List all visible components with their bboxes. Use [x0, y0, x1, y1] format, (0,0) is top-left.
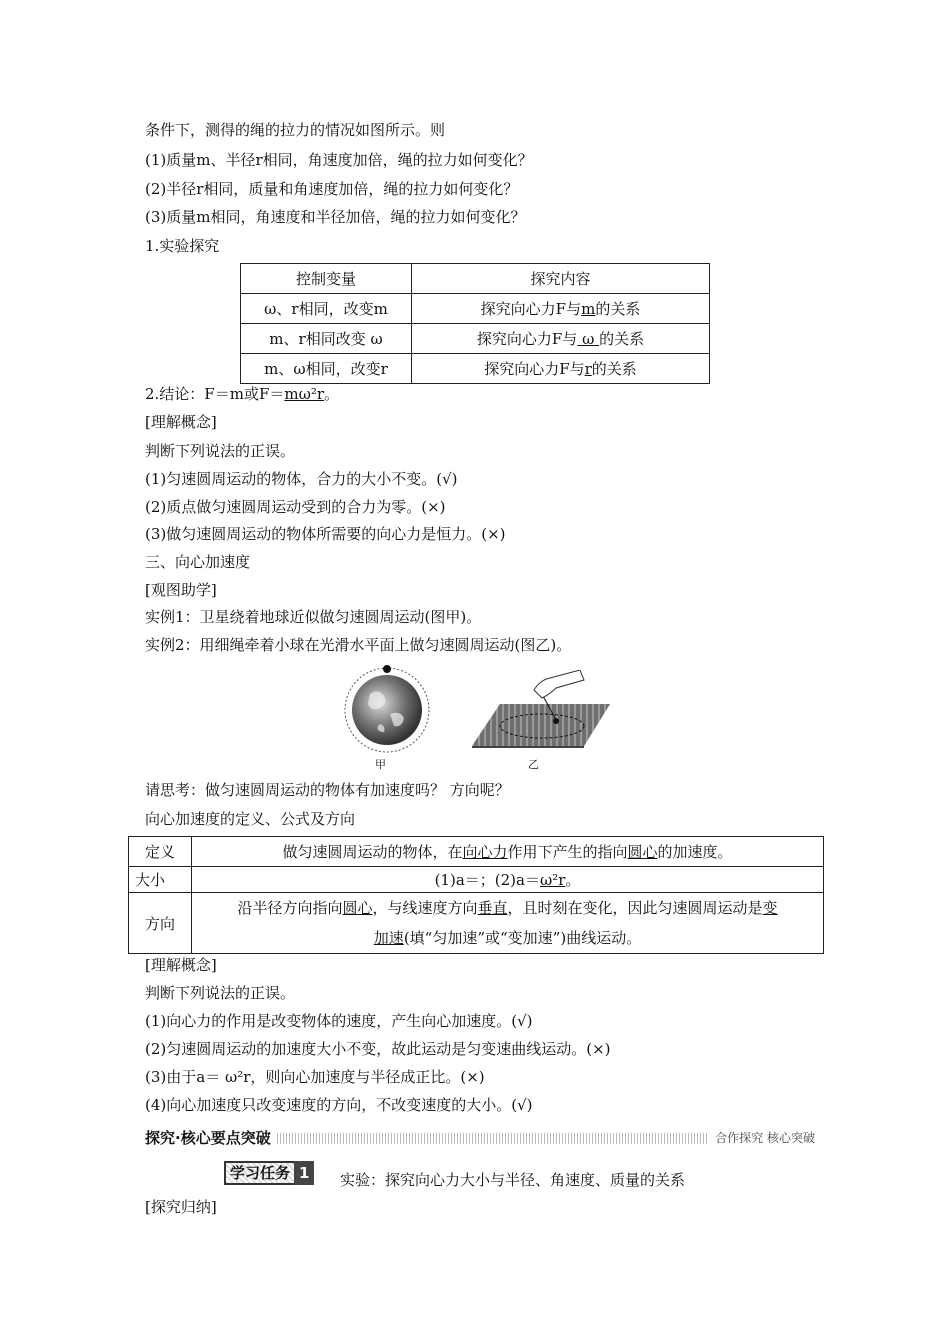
cell-text: 。: [565, 871, 581, 889]
answer-blank: 向心力: [462, 843, 508, 861]
conclusion: [145, 384, 339, 404]
question-3: (3)质量m相同，角速度和半径加倍，绳的拉力如何变化？: [145, 208, 526, 226]
text-line: 判断下列说法的正误。: [145, 442, 296, 460]
answer-blank: m: [581, 300, 596, 318]
answer-blank: 圆心: [627, 843, 658, 861]
answer-blank: r: [584, 360, 592, 378]
direction-cell: [192, 893, 824, 954]
section-bar-title: 探究·核心要点突破: [145, 1128, 277, 1148]
section-bar-right: 合作探究 核心突破: [709, 1128, 815, 1148]
task-badge: [224, 1161, 314, 1185]
task-label: 学习任务: [224, 1161, 294, 1185]
row-label: 定义: [129, 837, 192, 867]
judgement-item: (3)做匀速圆周运动的物体所需要的向心力是恒力。(×): [145, 525, 506, 543]
text-line: 判断下列说法的正误。: [145, 984, 296, 1002]
header-control: 控制变量: [241, 264, 412, 294]
content-text: 探究向心力F与: [476, 330, 578, 348]
cell-text: 的加速度。: [657, 843, 733, 861]
ball-icon: [553, 718, 559, 724]
cell-text: (填“匀加速”或“变加速”)曲线运动。: [403, 929, 642, 947]
acceleration-table: [128, 836, 824, 954]
answer-blank: 变: [762, 899, 778, 917]
judgement-item: (3)由于a＝ ω²r，则向心加速度与半径成正比。(×): [145, 1068, 485, 1086]
direction-line-1: [198, 893, 817, 923]
control-cell: m、r相同改变 ω: [241, 324, 412, 354]
answer-blank: 加速: [373, 929, 404, 947]
satellite-icon: [383, 665, 391, 673]
question-1: (1)质量m、半径r相同，角速度加倍，绳的拉力如何变化？: [145, 151, 533, 169]
earth-satellite-figure: [340, 664, 434, 754]
text-line: 向心加速度的定义、公式及方向: [145, 810, 356, 828]
content-text: 的关系: [595, 300, 641, 318]
content-text: 的关系: [599, 330, 645, 348]
section-heading: 1.实验探究: [145, 237, 220, 255]
content-cell: [412, 294, 710, 324]
cell-text: 沿半径方向指向: [237, 899, 343, 917]
task-number: 1: [294, 1161, 314, 1185]
row-label: 大小: [129, 867, 192, 893]
cell-text: 作用下产生的指向: [507, 843, 628, 861]
section-heading: 三、向心加速度: [145, 553, 251, 571]
figure-caption: 甲: [375, 758, 386, 771]
conclusion-text: 。: [324, 385, 340, 403]
text-line: 条件下，测得的绳的拉力的情况如图所示。则: [145, 121, 446, 139]
content-text: 探究向心力F与: [484, 360, 585, 378]
size-cell: [192, 867, 824, 893]
content-text: 的关系: [591, 360, 637, 378]
definition-cell: [192, 837, 824, 867]
bracket-heading: [探究归纳]: [145, 1198, 217, 1216]
judgement-item: (2)匀速圆周运动的加速度大小不变，故此运动是匀变速曲线运动。(×): [145, 1040, 611, 1058]
figure-caption: 乙: [528, 758, 539, 771]
bracket-heading: [观图助学]: [145, 581, 217, 599]
answer-blank: 圆心: [342, 899, 373, 917]
content-text: 探究向心力F与: [480, 300, 582, 318]
cell-text: ，与线速度方向: [372, 899, 478, 917]
control-cell: ω、r相同，改变m: [241, 294, 412, 324]
direction-line-2: [198, 923, 817, 953]
control-cell: m、ω相同，改变r: [241, 354, 412, 384]
conclusion-text: 2.结论：F＝m或F＝: [145, 385, 285, 403]
ball-rope-figure: [472, 670, 610, 748]
cell-text: ，且时刻在变化，因此匀速圆周运动是: [507, 899, 763, 917]
judgement-item: (4)向心加速度只改变速度的方向，不改变速度的大小。(√): [145, 1096, 533, 1114]
judgement-item: (1)向心力的作用是改变物体的速度，产生向心加速度。(√): [145, 1012, 533, 1030]
answer-blank: ω²r: [539, 871, 566, 889]
content-cell: [412, 324, 710, 354]
section-bar: [145, 1128, 815, 1148]
bracket-heading: [理解概念]: [145, 956, 217, 974]
answer-blank: 垂直: [477, 899, 508, 917]
judgement-item: (2)质点做匀速圆周运动受到的合力为零。(×): [145, 498, 446, 516]
task-title: 实验：探究向心力大小与半径、角速度、质量的关系: [340, 1171, 686, 1189]
hand-icon: [534, 670, 584, 698]
bracket-heading: [理解概念]: [145, 413, 217, 431]
answer-blank: mω²r: [284, 385, 324, 403]
example-2: 实例2：用细绳牵着小球在光滑水平面上做匀速圆周运动(图乙)。: [145, 636, 572, 654]
content-cell: [412, 354, 710, 384]
think-question: 请思考：做匀速圆周运动的物体有加速度吗？ 方向呢？: [145, 781, 510, 799]
example-1: 实例1：卫星绕着地球近似做匀速圆周运动(图甲)。: [145, 608, 482, 626]
cell-text: 做匀速圆周运动的物体，在: [282, 843, 463, 861]
experiment-table: [240, 263, 710, 384]
cell-text: (1)a＝；(2)a＝: [434, 871, 540, 889]
answer-blank: ω: [577, 330, 600, 348]
judgement-item: (1)匀速圆周运动的物体，合力的大小不变。(√): [145, 470, 458, 488]
header-content: 探究内容: [412, 264, 710, 294]
question-2: (2)半径r相同，质量和角速度加倍，绳的拉力如何变化？: [145, 180, 519, 198]
row-label: 方向: [129, 893, 192, 954]
